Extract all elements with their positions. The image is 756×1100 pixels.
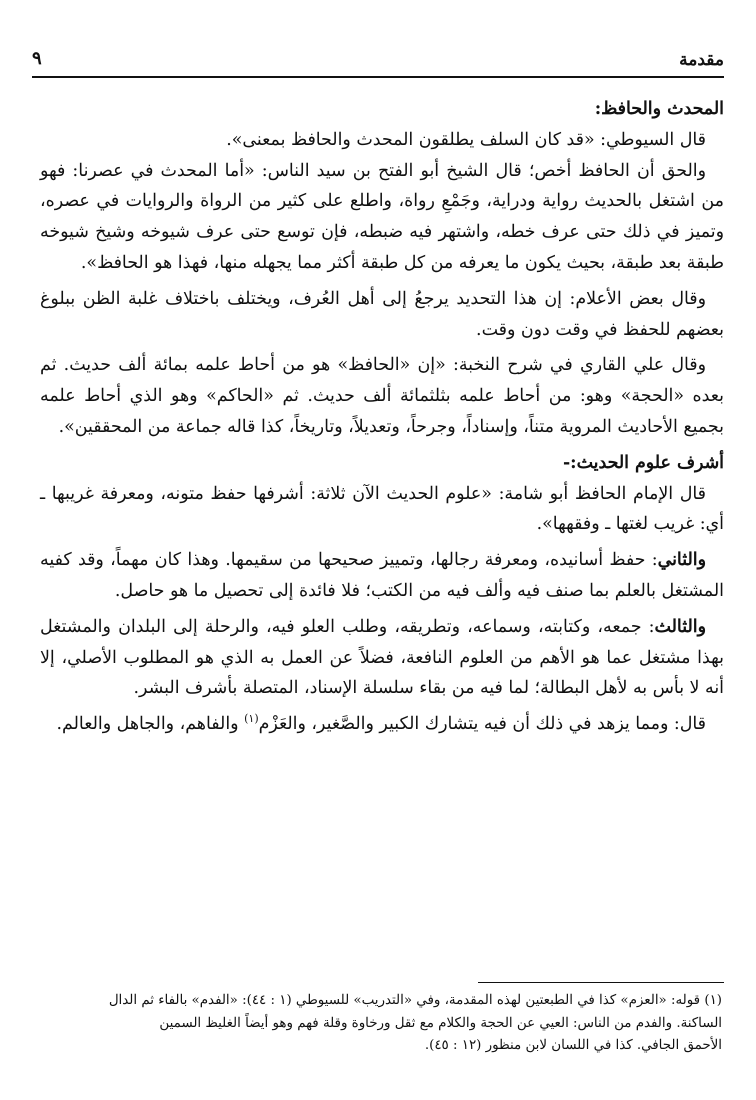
paragraph-third [40, 612, 724, 704]
section-heading-noblest-sciences: أشرف علوم الحديث:- [562, 452, 724, 473]
paragraph-closing-text-b: والفاهم، والجاهل والعالم. [56, 714, 245, 735]
paragraph-ali-al-qari: وقال علي القاري في شرح النخبة: «إن «الحافظ» هو من أحاط علمه بمائة ألف حديث. ثم بعده «الحجة» وهو: من أحاط علمه بثلثمائة ألف حديث. ثم «الحاكم» وهو الذي أحاط علمه بجميع الأحاديث المروية متناً، وإسناداً، وجرحاً، وتعديلاً، وتاريخاً، كذا قاله جماعة من المحققين». [40, 355, 724, 437]
paragraph-scholars: وقال بعض الأعلام: إن هذا التحديد يرجعُ إلى أهل العُرف، ويختلف باختلاف غلبة الظن ببلوغ بعضهم للحفظ في وقت دون وقت. [40, 288, 724, 340]
page-header [32, 46, 724, 74]
footnotes [48, 990, 722, 1058]
footnote-line-1: (١) قوله: «العزم» كذا في الطبعتين لهذه المقدمة، وفي «التدريب» للسيوطي (١ : ٤٤): «الفدم» بالفاء ثم الدال [108, 993, 722, 1008]
footnote-line-3: الأحمق الجافي. كذا في اللسان لابن منظور (١٢ : ٤٥). [424, 1038, 722, 1053]
paragraph-closing [40, 709, 724, 740]
main-text [40, 94, 724, 740]
paragraph-ibn-sayyid-al-nas: والحق أن الحافظ أخص؛ قال الشيخ أبو الفتح بن سيد الناس: «أما المحدث في عصرنا: فهو من اشتغل بالحديث رواية ودراية، وجَمْعِ رواة، واطلع على كثير من الرواة والروايات في عصره، وتميز في ذلك حتى عرف خطه، واشتهر فيه ضبطه، فإن توسع حتى عرف شيوخه وشيخ شيوخه طبقة بعد طبقة، بحيث يكون ما يعرفه من كل طبقة أكثر مما يجهله منها، فهذا هو الحافظ». [40, 160, 724, 273]
page-number: ٩ [32, 48, 42, 69]
paragraph-suyuti: قال السيوطي: «قد كان السلف يطلقون المحدث والحافظ بمعنى». [226, 129, 706, 150]
footnote-reference: (١) [244, 712, 259, 726]
section-heading-muhaddith: المحدث والحافظ: [594, 99, 724, 119]
paragraph-second-text: : حفظ أسانيده، ومعرفة رجالها، وتمييز صحيحها من سقيمها. وهذا كان مهماً، وقد كفيه المشتغل بالعلم بما صنف فيه وألف فيه من الكتب؛ فلا فائدة إلى تحصيل ما هو حاصل. [40, 550, 724, 601]
paragraph-abu-shama: قال الإمام الحافظ أبو شامة: «علوم الحديث الآن ثلاثة: أشرفها حفظ متونه، ومعرفة غريبها ـ أي: غريب لغتها ـ وفقهها». [40, 483, 724, 535]
footnote-rule [478, 982, 724, 983]
footnote-line-2: الساكنة. والفدم من الناس: العيي عن الحجة والكلام مع ثقل ورخاوة وقلة فهم وهو أيضاً الغليظ السمين [159, 1015, 722, 1031]
paragraph-closing-text-a: قال: ومما يزهد في ذلك أن فيه يتشارك الكبير والصَّغير، والعَزْم [258, 714, 706, 735]
header-rule [32, 76, 724, 78]
running-title: مقدمة [679, 50, 724, 70]
paragraph-third-lead: والثالث [654, 616, 706, 637]
paragraph-second-lead: والثاني [657, 550, 706, 571]
paragraph-third-text: : جمعه، وكتابته، وسماعه، وتطريقه، وطلب العلو فيه، والرحلة إلى البلدان والمشتغل بهذا مشتغل عما هو الأهم من العلوم النافعة، فضلاً عن العمل به الذي هو المطلوب الأصلي، إلا أنه لا بأس به لأهل البطالة؛ لما فيه من بقاء سلسلة الإسناد، المتصلة بأشرف البشر. [40, 616, 724, 699]
paragraph-second [40, 545, 724, 607]
